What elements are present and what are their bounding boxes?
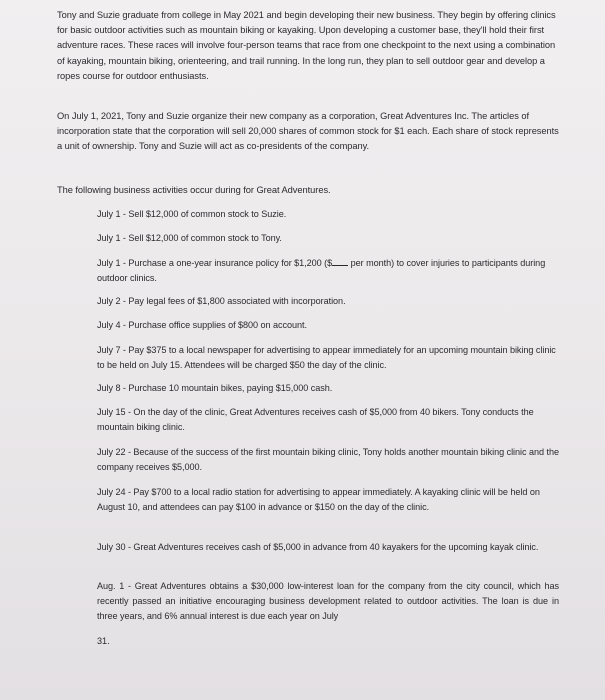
activity-july-1-suzie: July 1 - Sell $12,000 of common stock to Suzie. bbox=[97, 209, 287, 219]
insurance-text-before: July 1 - Purchase a one-year insurance policy for $1,200 ($ bbox=[97, 258, 333, 268]
activity-july-24: July 24 - Pay $700 to a local radio station for advertising to appear immediately. A kayaking clinic will be held on August 10, and attendees can pay $100 in advance or $150 on the day of the clinic. bbox=[97, 487, 540, 513]
activity-july-8: July 8 - Purchase 10 mountain bikes, paying $15,000 cash. bbox=[97, 383, 333, 393]
activity-july-4: July 4 - Purchase office supplies of $800 on account. bbox=[97, 320, 308, 330]
intro-paragraph: Tony and Suzie graduate from college in May 2021 and begin developing their new business. They begin by offering clinics for basic outdoor activities such as mountain biking or kayaking. Upon developing a customer base, they'll hold their first adventure races. These races will involve four-person teams that race from one checkpoint to the next using a combination of kayaking, mountain biking, orienteering, and trail running. In the long run, they plan to sell outdoor gear and develop a ropes course for outdoor enthusiasts. bbox=[57, 10, 556, 81]
page-number: 31. bbox=[97, 636, 110, 646]
activity-july-15: July 15 - On the day of the clinic, Great Adventures receives cash of $5,000 from 40 bikers. Tony conducts the mountain biking clinic. bbox=[97, 407, 534, 433]
activity-july-22: July 22 - Because of the success of the first mountain biking clinic, Tony holds another mountain biking clinic and the company receives $5,000. bbox=[97, 447, 559, 473]
activity-july-2: July 2 - Pay legal fees of $1,800 associated with incorporation. bbox=[97, 296, 346, 306]
insurance-text-after: per month) to cover injuries to participants during outdoor clinics. bbox=[97, 258, 546, 284]
activity-july-30: July 30 - Great Adventures receives cash of $5,000 in advance from 40 kayakers for the upcoming kayak clinic. bbox=[97, 542, 539, 552]
activity-july-1-insurance bbox=[97, 256, 559, 286]
incorporation-paragraph: On July 1, 2021, Tony and Suzie organize their new company as a corporation, Great Adventures Inc. The articles of incorporation state that the corporation will sell 20,000 shares of common stock for $1 each. Each share of stock represents a unit of ownership. Tony and Suzie will act as co-presidents of the company. bbox=[57, 111, 559, 152]
activity-aug-1: Aug. 1 - Great Adventures obtains a $30,000 low-interest loan for the company from the city council, which has recently passed an initiative encouraging business development related to outdoor activities. The loan is due in three years, and 6% annual interest is due each year on July bbox=[97, 581, 559, 622]
activity-july-7: July 7 - Pay $375 to a local newspaper for advertising to appear immediately for an upcoming mountain biking clinic to be held on July 15. Attendees will be charged $50 the day of the clinic. bbox=[97, 345, 556, 371]
activities-heading: The following business activities occur during for Great Adventures. bbox=[57, 185, 331, 195]
activity-july-1-tony: July 1 - Sell $12,000 of common stock to Tony. bbox=[97, 233, 282, 243]
monthly-amount-blank bbox=[332, 256, 348, 266]
